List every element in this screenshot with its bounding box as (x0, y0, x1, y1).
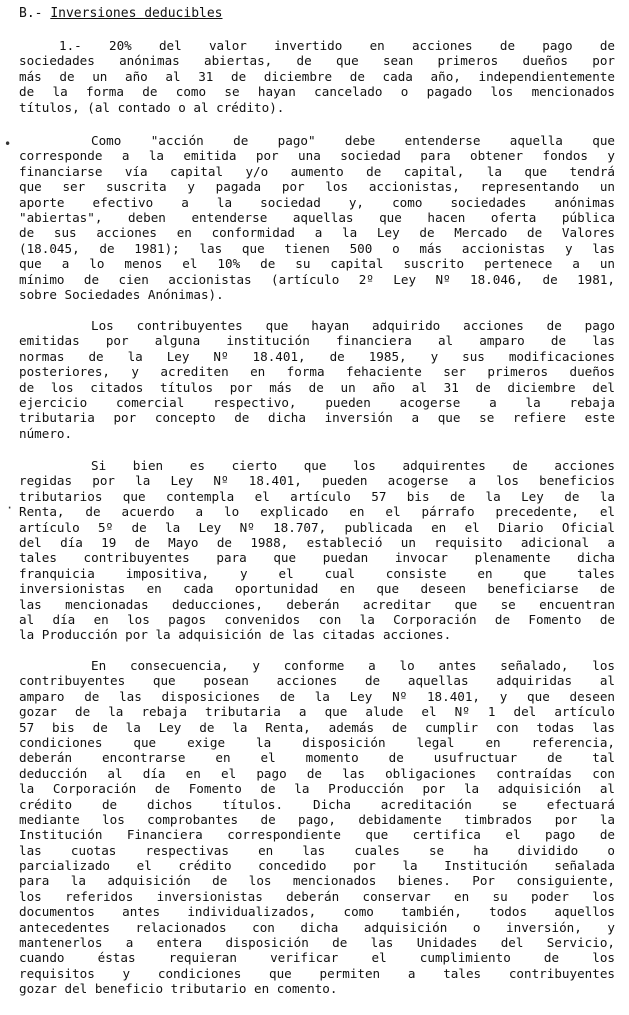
text-line: deberán encontrarse en el momento de usufructuar de tal (19, 750, 615, 766)
text-line: que ser suscrita y pagada por los accionistas, representando un (19, 179, 615, 195)
text-line: deducción al día en el pago de las obligaciones contraídas con (19, 765, 615, 781)
section-number: B.- (19, 6, 43, 21)
paragraph-5 (19, 658, 615, 997)
text-line: de los citados títulos por más de un año al 31 de diciembre del (19, 379, 615, 395)
text-line: las mencionadas deducciones, deberán acreditar que se encuentran (19, 596, 615, 612)
paragraph-3 (19, 318, 615, 441)
paragraph-4 (19, 458, 615, 643)
text-line: Si bien es cierto que los adquirentes de acciones (91, 458, 615, 473)
text-line: sobre Sociedades Anónimas). (19, 286, 224, 302)
text-line: 57 bis de la Ley de la Renta, además de cumplir con todas las (19, 719, 615, 735)
text-line: inversionistas en cada oportunidad en que deseen beneficiarse de (19, 581, 615, 597)
text-line: posteriores, y acrediten en forma fehaciente ser primeros dueños (19, 364, 615, 380)
text-line: la Producción por la adquisición de las citadas acciones. (19, 627, 452, 643)
text-line: Los contribuyentes que hayan adquirido acciones de pago (91, 318, 615, 333)
text-line: contribuyentes que posean acciones de aquellas adquiridas al (19, 673, 615, 689)
text-line: parcializado el crédito concedido por la Institución señalada (19, 858, 615, 874)
text-line: artículo 5º de la Ley Nº 18.707, publicada en el Diario Oficial (19, 519, 615, 535)
text-line: mantenerlos a entera disposición de las Unidades del Servicio, (19, 935, 615, 951)
text-line: para la adquisición de los mencionados bienes. Por consiguiente, (19, 873, 615, 889)
margin-dot: · (6, 501, 14, 515)
text-line: corresponde a la emitida por una sociedad para obtener fondos y (19, 148, 615, 164)
paragraph-2 (19, 133, 615, 302)
text-line: sociedades anónimas abiertas, de que sean primeros dueños por (19, 53, 615, 69)
text-line: de sus acciones en conformidad a la Ley de Mercado de Valores (19, 225, 615, 241)
text-line: amparo de las disposiciones de la Ley Nº 18.401, y que deseen (19, 688, 615, 704)
text-line: "abiertas", deben entenderse aquellas que hacen oferta pública (19, 209, 615, 225)
text-line: la Corporación de Fomento de la Producción por la adquisición al (19, 781, 615, 797)
text-line: regidas por la Ley Nº 18.401, pueden acogerse a los beneficios (19, 473, 615, 489)
text-line: antecedentes relacionados con dicha adquisición o inversión, y (19, 919, 615, 935)
text-line: gozar de la rebaja tributaria a que alude el Nº 1 del artículo (19, 704, 615, 720)
text-line: gozar del beneficio tributario en comento. (19, 981, 338, 997)
text-line: más de un año al 31 de diciembre de cada año, independientemente (19, 68, 615, 84)
section-title: Inversiones deducibles (50, 6, 223, 21)
text-line: requisitos y condiciones que permiten a tales contribuyentes (19, 965, 615, 981)
text-line: aporte efectivo a la sociedad y, como sociedades anónimas (19, 194, 615, 210)
text-line: crédito de dichos títulos. Dicha acreditación se efectuará (19, 796, 615, 812)
text-line: documentos antes individualizados, como también, todos aquellos (19, 904, 615, 920)
margin-dot: • (4, 137, 12, 151)
text-line: 1.- 20% del valor invertido en acciones de pago de (59, 38, 615, 53)
text-line: (18.045, de 1981); las que tienen 500 o más accionistas y las (19, 240, 615, 256)
text-line: Renta, de acuerdo a lo explicado en el párrafo precedente, el (19, 504, 615, 520)
text-line: los referidos inversionistas deberán conservar en su poder los (19, 888, 615, 904)
text-line: franquicia impositiva, y el cual consiste en que tales (19, 565, 615, 581)
text-line: En consecuencia, y conforme a lo antes señalado, los (91, 658, 615, 673)
text-line: número. (19, 425, 73, 441)
text-line: tributarios que contempla el artículo 57 bis de la Ley de la (19, 488, 615, 504)
text-line: cuando éstas requieran verificar el cumplimiento de los (19, 950, 615, 966)
text-line: mediante los comprobantes de pago, debidamente timbrados por la (19, 811, 615, 827)
text-line: financiarse vía capital y/o aumento de capital, la que tendrá (19, 163, 615, 179)
text-line: tales contribuyentes para que puedan invocar plenamente dicha (19, 550, 615, 566)
text-line: que a lo menos el 10% de su capital suscrito pertenece a un (19, 256, 615, 272)
text-line: títulos, (al contado o al crédito). (19, 99, 285, 115)
section-heading (19, 6, 223, 22)
text-line: condiciones que exige la disposición legal en referencia, (19, 734, 615, 750)
text-line: al día en los pagos convenidos con la Corporación de Fomento de (19, 611, 615, 627)
paragraph-1 (19, 38, 615, 115)
text-line: las cuotas respectivas en las cuales se ha dividido o (19, 842, 615, 858)
text-line: mínimo de cien accionistas (artículo 2º Ley Nº 18.046, de 1981, (19, 271, 615, 287)
text-line: ejercicio comercial respectivo, pueden acogerse a la rebaja (19, 394, 615, 410)
text-line: Como "acción de pago" debe entenderse aquella que (91, 133, 615, 148)
text-line: normas de la Ley Nº 18.401, de 1985, y sus modificaciones (19, 348, 615, 364)
text-line: del día 19 de Mayo de 1988, estableció un requisito adicional a (19, 534, 615, 550)
text-line: Institución Financiera correspondiente que certifica el pago de (19, 827, 615, 843)
text-line: tributaria por concepto de dicha inversión a que se refiere este (19, 410, 615, 426)
text-line: emitidas por alguna institución financiera al amparo de las (19, 333, 615, 349)
text-line: de la forma de como se hayan cancelado o pagado los mencionados (19, 84, 615, 100)
